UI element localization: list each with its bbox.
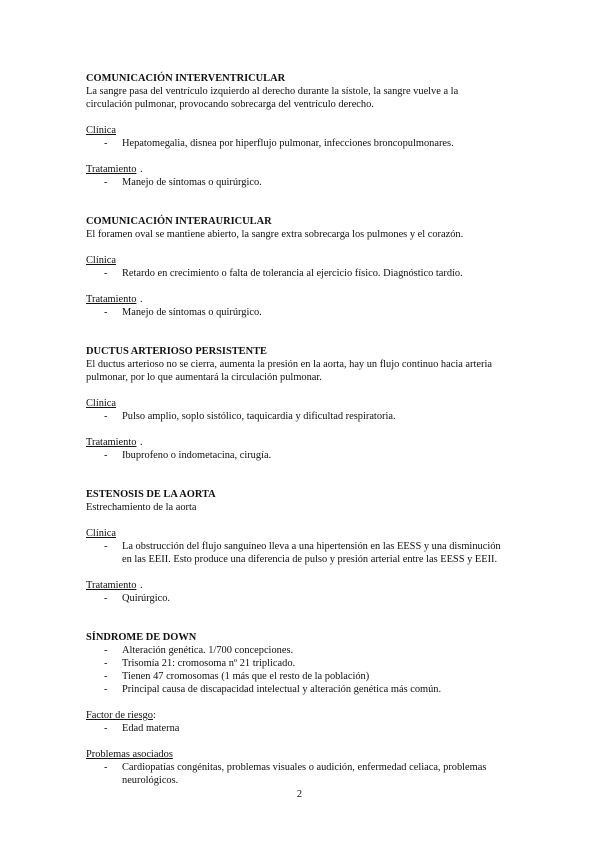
section-title: DUCTUS ARTERIOSO PERSISTENTE bbox=[86, 346, 267, 357]
list-item: - Pulso amplio, soplo sistólico, taquicardia y dificultad respiratoria. bbox=[86, 410, 506, 423]
list-item: - Cardiopatías congénitas, problemas visuales o audición, enfermedad celiaca, problemas neurológicos. bbox=[86, 761, 506, 787]
tratamiento-heading: Tratamiento bbox=[86, 437, 137, 448]
section-title: SÍNDROME DE DOWN bbox=[86, 632, 197, 643]
clinica-heading: Clínica bbox=[86, 528, 117, 539]
clinica-heading: Clínica bbox=[86, 255, 117, 266]
clinica-list bbox=[86, 410, 506, 423]
tratamiento-list bbox=[86, 592, 506, 605]
list-item: - Tienen 47 cromosomas (1 más que el resto de la población) bbox=[86, 670, 506, 683]
section-description: La sangre pasa del ventrículo izquierdo al derecho durante la sístole, la sangre vuelve a la circulación pulmonar, provocando sobrecarga del ventrículo derecho. bbox=[86, 86, 459, 110]
list-item: - Retardo en crecimiento o falta de tolerancia al ejercicio físico. Diagnóstico tardío. bbox=[86, 267, 506, 280]
tratamiento-heading: Tratamiento bbox=[86, 580, 137, 591]
section-cia: COMUNICACIÓN INTERAURICULAR El foramen oval se mantiene abierto, la sangre extra sobrecarga los pulmones y el corazón. Clínica - Retardo en crecimiento o falta de tolerancia al ejercicio físico. Diagnóstico tardío. Tratamiento . - Manejo de síntomas o quirúrgico. bbox=[86, 215, 506, 319]
list-item: - Edad materna bbox=[86, 722, 506, 735]
list-item: - La obstrucción del flujo sanguíneo lleva a una hipertensión en las EESS y una disminución en las EEII. Esto produce una diferencia de pulso y presión arterial entre las EESS y EEII. bbox=[86, 540, 506, 566]
clinica-list bbox=[86, 540, 506, 566]
clinica-list bbox=[86, 267, 506, 280]
section-civ: COMUNICACIÓN INTERVENTRICULAR La sangre pasa del ventrículo izquierdo al derecho durante la sístole, la sangre vuelve a la circulación pulmonar, provocando sobrecarga del ventrículo derecho. Clínica - Hepatomegalia, disnea por hiperflujo pulmonar, infecciones broncopulmonares. Tratamiento . - Manejo de síntomas o quirúrgico. bbox=[86, 72, 506, 189]
riesgo-list bbox=[86, 722, 506, 735]
list-item: - Manejo de síntomas o quirúrgico. bbox=[86, 176, 506, 189]
tratamiento-list bbox=[86, 306, 506, 319]
section-description: El foramen oval se mantiene abierto, la sangre extra sobrecarga los pulmones y el corazón. bbox=[86, 229, 464, 240]
section-title: ESTENOSIS DE LA AORTA bbox=[86, 489, 216, 500]
tratamiento-heading: Tratamiento bbox=[86, 164, 137, 175]
down-list bbox=[86, 644, 506, 696]
list-item: - Trisomía 21: cromosoma nº 21 triplicado. bbox=[86, 657, 506, 670]
list-item: - Ibuprofeno o indometacina, cirugía. bbox=[86, 449, 506, 462]
clinica-list bbox=[86, 137, 506, 150]
page-number: 2 bbox=[296, 789, 303, 800]
section-description: El ductus arterioso no se cierra, aumenta la presión en la aorta, hay un flujo continuo hacia arteria pulmonar, por lo que aumentará la circulación pulmonar. bbox=[86, 359, 492, 383]
problemas-list bbox=[86, 761, 506, 787]
tratamiento-list bbox=[86, 176, 506, 189]
section-estenosis: ESTENOSIS DE LA AORTA Estrechamiento de la aorta Clínica - La obstrucción del flujo sanguíneo lleva a una hipertensión en las EESS y una disminución en las EEII. Esto produce una diferencia de pulso y presión arterial entre las EESS y EEII. Tratamiento . - Quirúrgico. bbox=[86, 488, 506, 605]
list-item: - Alteración genética. 1/700 concepciones. bbox=[86, 644, 506, 657]
section-down: SÍNDROME DE DOWN - Alteración genética. 1/700 concepciones. - Trisomía 21: cromosoma nº 21 triplicado. - Tienen 47 cromosomas (1 más que el resto de la población) - Principal causa de discapacidad intelectual y alteración genética más común. Factor de riesgo : - Edad materna Problemas asociados - Cardiopatías congénitas, problemas visuales o audición, enfermedad celiaca, problemas neurológicos. bbox=[86, 631, 506, 787]
list-item: - Quirúrgico. bbox=[86, 592, 506, 605]
section-description: Estrechamiento de la aorta bbox=[86, 502, 197, 513]
list-item: - Hepatomegalia, disnea por hiperflujo pulmonar, infecciones broncopulmonares. bbox=[86, 137, 506, 150]
list-item: - Principal causa de discapacidad intelectual y alteración genética más común. bbox=[86, 683, 506, 696]
section-title: COMUNICACIÓN INTERAURICULAR bbox=[86, 216, 272, 227]
problemas-heading: Problemas asociados bbox=[86, 749, 173, 760]
clinica-heading: Clínica bbox=[86, 125, 117, 136]
clinica-heading: Clínica bbox=[86, 398, 117, 409]
riesgo-heading: Factor de riesgo bbox=[86, 710, 153, 721]
section-ductus: DUCTUS ARTERIOSO PERSISTENTE El ductus arterioso no se cierra, aumenta la presión en la aorta, hay un flujo continuo hacia arteria pulmonar, por lo que aumentará la circulación pulmonar. Clínica - Pulso amplio, soplo sistólico, taquicardia y dificultad respiratoria. Tratamiento . - Ibuprofeno o indometacina, cirugía. bbox=[86, 345, 506, 462]
tratamiento-heading: Tratamiento bbox=[86, 294, 137, 305]
tratamiento-list bbox=[86, 449, 506, 462]
section-title: COMUNICACIÓN INTERVENTRICULAR bbox=[86, 73, 286, 84]
page-content bbox=[86, 72, 506, 787]
list-item: - Manejo de síntomas o quirúrgico. bbox=[86, 306, 506, 319]
